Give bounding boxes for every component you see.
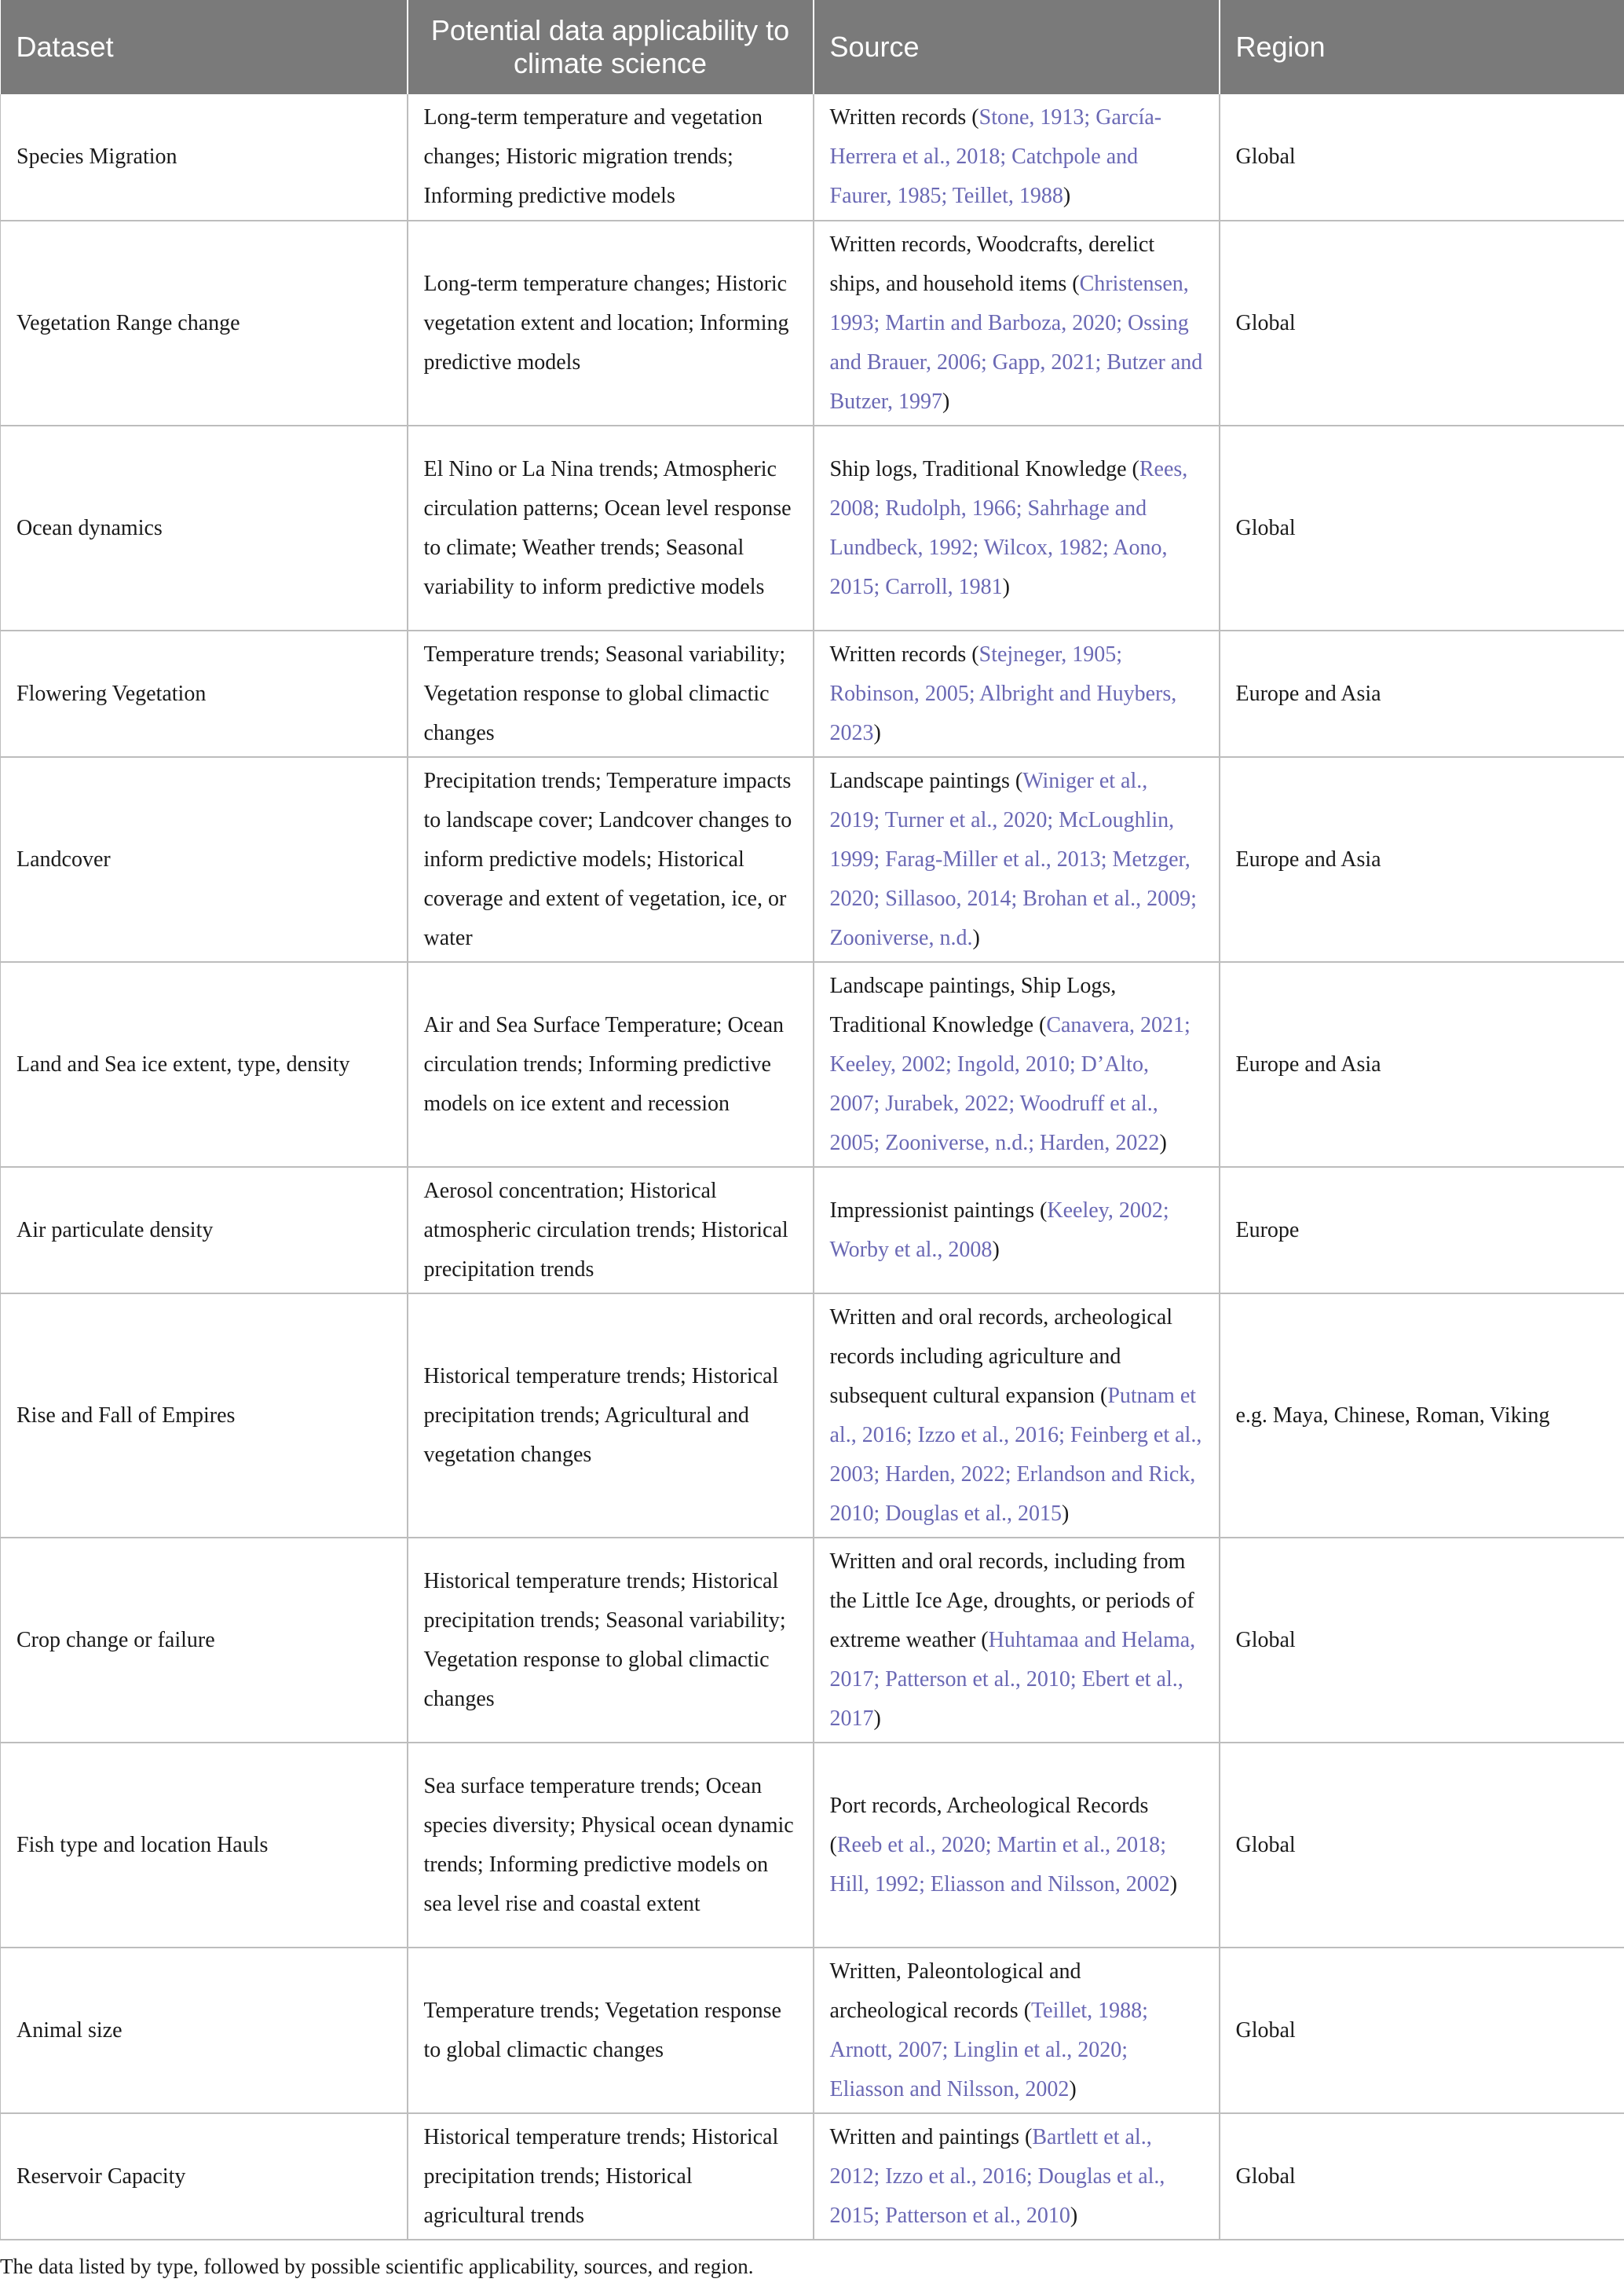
citation-link[interactable]: Izzo et al., 2016: [885, 2163, 1026, 2189]
header-dataset: Dataset: [1, 0, 408, 94]
cell-region: Global: [1220, 221, 1624, 426]
source-close: ): [1069, 2076, 1077, 2101]
citation-link[interactable]: Teillet, 1988: [1031, 1998, 1143, 2023]
source-close: ): [1169, 1871, 1178, 1896]
cell-region: Europe and Asia: [1220, 631, 1624, 757]
table-row: [1, 1167, 1624, 1293]
source-text: Port records, Archeological Records (: [829, 1793, 1149, 1857]
cell-source: Written and oral records, including from the Little Ice Age, droughts, or periods of extreme weather (Huhtamaa and Helama, 2017; Patterson et al., 2010; Ebert et al., 2017): [814, 1538, 1220, 1743]
cell-applicability: Sea surface temperature trends; Ocean species diversity; Physical ocean dynamic trends; Informing predictive models on sea level rise and coastal extent: [408, 1743, 814, 1948]
citation-link[interactable]: Catchpole and Faurer, 1985: [829, 144, 1139, 208]
source-text: Ship logs, Traditional Knowledge (: [829, 456, 1139, 481]
cell-dataset: Vegetation Range change: [1, 221, 408, 426]
citation-link[interactable]: Canavera, 2021: [1046, 1012, 1185, 1037]
cell-region: Europe: [1220, 1167, 1624, 1293]
citation-link[interactable]: Albright and Huybers, 2023: [829, 681, 1177, 745]
table-header-row: [1, 0, 1624, 94]
cell-region: Europe and Asia: [1220, 757, 1624, 962]
source-close: ): [1070, 2203, 1078, 2228]
source-close: ): [1062, 1501, 1070, 1526]
source-close: ): [1063, 184, 1071, 208]
cell-region: Global: [1220, 2113, 1624, 2240]
citation-link[interactable]: Ebert et al., 2017: [829, 1666, 1183, 1731]
source-text: Landscape paintings (: [829, 768, 1023, 793]
cell-source: Written records (Stejneger, 1905; Robinson, 2005; Albright and Huybers, 2023): [814, 631, 1220, 757]
cell-applicability: Historical temperature trends; Historical precipitation trends; Agricultural and vegetation changes: [408, 1293, 814, 1538]
table-row: [1, 1948, 1624, 2113]
citation-link[interactable]: Keeley, 2002: [1047, 1198, 1163, 1223]
citation-link[interactable]: Winiger et al., 2019: [829, 768, 1148, 832]
table-row: [1, 1538, 1624, 1743]
cell-applicability: Long-term temperature and vegetation changes; Historic migration trends; Informing predictive models: [408, 94, 814, 221]
cell-applicability: Precipitation trends; Temperature impacts to landscape cover; Landcover changes to inform predictive models; Historical coverage and extent of vegetation, ice, or water: [408, 757, 814, 962]
citation-link[interactable]: Gapp, 2021: [992, 349, 1095, 375]
table-row: [1, 631, 1624, 757]
citation-link[interactable]: Keeley, 2002: [829, 1052, 946, 1077]
citation-link[interactable]: Farag-Miller et al., 2013: [885, 847, 1101, 872]
citation-link[interactable]: Linglin et al., 2020: [953, 2037, 1122, 2062]
source-text: Written, Paleontological and archeological records (: [829, 1959, 1081, 2023]
citation-link[interactable]: Martin and Barboza, 2020: [885, 310, 1117, 335]
citation-link[interactable]: Bartlett et al., 2012: [829, 2124, 1152, 2189]
cell-source: Written records (Stone, 1913; García-Herrera et al., 2018; Catchpole and Faurer, 1985; Teillet, 1988): [814, 94, 1220, 221]
citation-link[interactable]: Eliasson and Nilsson, 2002: [930, 1871, 1170, 1896]
header-region: Region: [1220, 0, 1624, 94]
citation-link[interactable]: Erlandson and Rick, 2010: [829, 1461, 1196, 1526]
cell-applicability: Historical temperature trends; Historical precipitation trends; Seasonal variability; Vegetation response to global climactic changes: [408, 1538, 814, 1743]
source-close: ): [1159, 1130, 1167, 1155]
citation-link[interactable]: Patterson et al., 2010: [885, 2203, 1070, 2228]
source-close: ): [942, 389, 950, 414]
citation-link[interactable]: Ossing and Brauer, 2006: [829, 310, 1189, 375]
citation-link[interactable]: Christensen, 1993: [829, 271, 1189, 335]
source-text: Landscape paintings, Ship Logs, Traditional Knowledge (: [829, 973, 1117, 1037]
citation-link[interactable]: Aono, 2015: [829, 535, 1168, 599]
citation-link[interactable]: Butzer and Butzer, 1997: [829, 349, 1203, 414]
header-source: Source: [814, 0, 1220, 94]
citation-link[interactable]: Harden, 2022: [885, 1461, 1005, 1487]
cell-dataset: Fish type and location Hauls: [1, 1743, 408, 1948]
table-footnote: The data listed by type, followed by possible scientific applicability, sources, and region.: [0, 2255, 754, 2278]
header-applicability: Potential data applicability to climate science: [408, 0, 814, 94]
cell-region: Global: [1220, 94, 1624, 221]
source-text: Written and oral records, including from the Little Ice Age, droughts, or periods of extreme weather (: [829, 1549, 1194, 1652]
source-close: ): [1002, 574, 1010, 599]
cell-dataset: Land and Sea ice extent, type, density: [1, 962, 408, 1167]
table-row: [1, 1743, 1624, 1948]
cell-source: Written, Paleontological and archeological records (Teillet, 1988; Arnott, 2007; Linglin et al., 2020; Eliasson and Nilsson, 2002): [814, 1948, 1220, 2113]
table-row: [1, 962, 1624, 1167]
table-body: [1, 94, 1624, 2240]
cell-dataset: Flowering Vegetation: [1, 631, 408, 757]
citation-link[interactable]: Stejneger, 1905: [978, 642, 1117, 667]
source-text: Written and oral records, archeological records including agriculture and subsequent cultural expansion (: [829, 1304, 1173, 1408]
citation-link[interactable]: Zooniverse, n.d.: [829, 925, 973, 950]
citation-link[interactable]: Ingold, 2010: [956, 1052, 1070, 1077]
cell-applicability: Temperature trends; Seasonal variability; Vegetation response to global climactic changes: [408, 631, 814, 757]
citation-link[interactable]: Zooniverse, n.d.: [885, 1130, 1029, 1155]
cell-region: Europe and Asia: [1220, 962, 1624, 1167]
citation-link[interactable]: Reeb et al., 2020: [836, 1832, 986, 1857]
source-text: Written records (: [829, 105, 979, 130]
source-text: Impressionist paintings (: [829, 1198, 1048, 1223]
source-close: ): [972, 925, 980, 950]
source-text: Written records, Woodcrafts, derelict ships, and household items (: [829, 232, 1155, 296]
cell-source: Written records, Woodcrafts, derelict ships, and household items (Christensen, 1993; Martin and Barboza, 2020; Ossing and Brauer, 2006; Gapp, 2021; Butzer and Butzer, 1997): [814, 221, 1220, 426]
citation-link[interactable]: Wilcox, 1982: [983, 535, 1103, 560]
table-row: [1, 426, 1624, 631]
citation-link[interactable]: Martin et al., 2018: [997, 1832, 1161, 1857]
citation-link[interactable]: McLoughlin, 1999: [829, 807, 1175, 872]
citation-link[interactable]: García-Herrera et al., 2018: [829, 105, 1162, 169]
citation-link[interactable]: Teillet, 1988: [952, 184, 1063, 208]
citation-link[interactable]: Robinson, 2005: [829, 681, 969, 706]
cell-region: Global: [1220, 426, 1624, 631]
source-close: ): [873, 1706, 881, 1731]
cell-region: Global: [1220, 1743, 1624, 1948]
citation-link[interactable]: Rudolph, 1966: [885, 496, 1016, 521]
citation-link[interactable]: Douglas et al., 2015: [885, 1501, 1063, 1526]
citation-link[interactable]: Worby et al., 2008: [829, 1237, 993, 1262]
citation-link[interactable]: Feinberg et al., 2003: [829, 1422, 1202, 1487]
cell-dataset: Species Migration: [1, 94, 408, 221]
citation-link[interactable]: Sahrhage and Lundbeck, 1992: [829, 496, 1147, 560]
citation-link[interactable]: Arnott, 2007: [829, 2037, 942, 2062]
cell-dataset: Air particulate density: [1, 1167, 408, 1293]
cell-applicability: Long-term temperature changes; Historic vegetation extent and location; Informing predictive models: [408, 221, 814, 426]
cell-source: Written and oral records, archeological records including agriculture and subsequent cultural expansion (Putnam et al., 2016; Izzo et al., 2016; Feinberg et al., 2003; Harden, 2022; Erlandson and Rick, 2010; Douglas et al., 2015): [814, 1293, 1220, 1538]
source-text: Written and paintings (: [829, 2124, 1033, 2149]
citation-link[interactable]: Turner et al., 2020: [884, 807, 1048, 832]
cell-applicability: Temperature trends; Vegetation response to global climactic changes: [408, 1948, 814, 2113]
table-row: [1, 2113, 1624, 2240]
citation-link[interactable]: Harden, 2022: [1040, 1130, 1160, 1155]
cell-dataset: Reservoir Capacity: [1, 2113, 408, 2240]
citation-link[interactable]: Jurabek, 2022: [885, 1091, 1009, 1116]
source-close: ): [873, 720, 881, 745]
citation-link[interactable]: Huhtamaa and Helama, 2017: [829, 1627, 1196, 1692]
table-row: [1, 221, 1624, 426]
citation-link[interactable]: Douglas et al., 2015: [829, 2163, 1165, 2228]
cell-dataset: Rise and Fall of Empires: [1, 1293, 408, 1538]
citation-link[interactable]: Patterson et al., 2010: [885, 1666, 1070, 1692]
citation-link[interactable]: Sillasoo, 2014: [885, 886, 1011, 911]
source-close: ): [992, 1237, 1000, 1262]
cell-source: Port records, Archeological Records (Reeb et al., 2020; Martin et al., 2018; Hill, 1992; Eliasson and Nilsson, 2002): [814, 1743, 1220, 1948]
cell-source: Landscape paintings, Ship Logs, Traditional Knowledge (Canavera, 2021; Keeley, 2002; Ingold, 2010; D’Alto, 2007; Jurabek, 2022; Woodruff et al., 2005; Zooniverse, n.d.; Harden, 2022): [814, 962, 1220, 1167]
citation-link[interactable]: Izzo et al., 2016: [917, 1422, 1059, 1447]
citation-link[interactable]: Eliasson and Nilsson, 2002: [829, 2076, 1070, 2101]
cell-region: e.g. Maya, Chinese, Roman, Viking: [1220, 1293, 1624, 1538]
cell-applicability: Air and Sea Surface Temperature; Ocean circulation trends; Informing predictive models on ice extent and recession: [408, 962, 814, 1167]
cell-applicability: Historical temperature trends; Historical precipitation trends; Historical agricultural trends: [408, 2113, 814, 2240]
cell-applicability: Aerosol concentration; Historical atmospheric circulation trends; Historical precipitation trends: [408, 1167, 814, 1293]
cell-dataset: Crop change or failure: [1, 1538, 408, 1743]
table-row: [1, 1293, 1624, 1538]
cell-dataset: Landcover: [1, 757, 408, 962]
citation-link[interactable]: Brohan et al., 2009: [1022, 886, 1191, 911]
citation-link[interactable]: Rees, 2008: [829, 456, 1188, 521]
table-row: [1, 757, 1624, 962]
source-text: Written records (: [829, 642, 979, 667]
cell-applicability: El Nino or La Nina trends; Atmospheric circulation patterns; Ocean level response to climate; Weather trends; Seasonal variability to inform predictive models: [408, 426, 814, 631]
citation-link[interactable]: Hill, 1992: [829, 1871, 920, 1896]
cell-source: Landscape paintings (Winiger et al., 2019; Turner et al., 2020; McLoughlin, 1999; Farag-Miller et al., 2013; Metzger, 2020; Sillasoo, 2014; Brohan et al., 2009; Zooniverse, n.d.): [814, 757, 1220, 962]
cell-region: Global: [1220, 1948, 1624, 2113]
table-row: [1, 94, 1624, 221]
cell-region: Global: [1220, 1538, 1624, 1743]
cell-source: Impressionist paintings (Keeley, 2002; Worby et al., 2008): [814, 1167, 1220, 1293]
citation-link[interactable]: Putnam et al., 2016: [829, 1383, 1197, 1447]
citation-link[interactable]: Stone, 1913: [978, 105, 1084, 130]
cell-dataset: Ocean dynamics: [1, 426, 408, 631]
citation-link[interactable]: Woodruff et al., 2005: [829, 1091, 1158, 1155]
citation-link[interactable]: D’Alto, 2007: [829, 1052, 1149, 1116]
cell-dataset: Animal size: [1, 1948, 408, 2113]
cell-source: Written and paintings (Bartlett et al., 2012; Izzo et al., 2016; Douglas et al., 2015; Patterson et al., 2010): [814, 2113, 1220, 2240]
citation-link[interactable]: Carroll, 1981: [885, 574, 1003, 599]
cell-source: Ship logs, Traditional Knowledge (Rees, 2008; Rudolph, 1966; Sahrhage and Lundbeck, 1992; Wilcox, 1982; Aono, 2015; Carroll, 1981): [814, 426, 1220, 631]
citation-link[interactable]: Metzger, 2020: [829, 847, 1191, 911]
